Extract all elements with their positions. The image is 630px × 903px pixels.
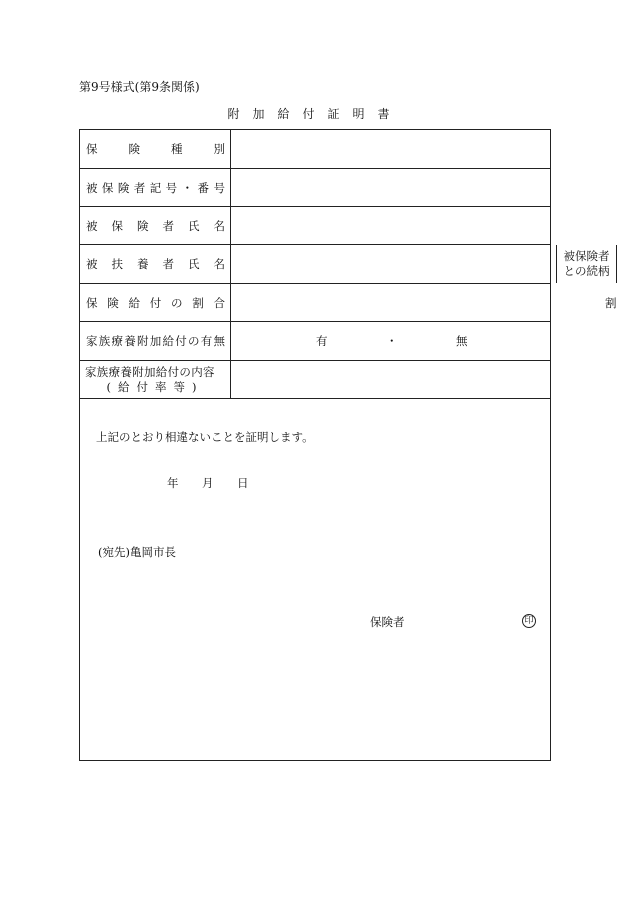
seal-mark: 印 (522, 614, 536, 628)
insured-name-field[interactable] (231, 207, 550, 244)
insured-name-label: 被保険者氏名 (80, 207, 231, 244)
dependent-name-label: 被扶養者氏名 (80, 245, 231, 283)
family-benefit-exists-label: 家族療養附加給付の有無 (80, 322, 231, 360)
ratio-unit: 割 (605, 295, 617, 310)
row-insured-name (80, 207, 550, 245)
yes-option[interactable]: 有 (316, 334, 328, 348)
separator-dot: ・ (386, 334, 398, 348)
benefit-ratio-label: 保険給付の割合 (80, 284, 231, 321)
insurance-type-label: 保険種別 (80, 130, 231, 168)
relationship-field[interactable] (467, 245, 550, 283)
insured-symbol-number-field[interactable] (231, 169, 550, 206)
family-benefit-content-field[interactable] (231, 361, 550, 398)
day-label: 日 (237, 476, 249, 490)
no-option[interactable]: 無 (456, 334, 468, 348)
insured-symbol-number-label: 被保険者記号・番号 (80, 169, 231, 206)
family-benefit-exists-field (231, 322, 550, 360)
month-label: 月 (202, 476, 214, 490)
benefit-ratio-field[interactable] (231, 284, 617, 321)
row-dependent-name (80, 245, 610, 284)
row-insurance-type (80, 130, 550, 169)
certification-statement: 上記のとおり相違ないことを証明します。 (96, 430, 314, 444)
row-benefit-ratio (80, 284, 617, 322)
insurer-label: 保険者 (370, 615, 405, 629)
relationship-label: 被保険者 との続柄 (556, 245, 617, 283)
family-benefit-content-label: 家族療養附加給付の内容 (給付率等) (80, 361, 231, 398)
addressee: (宛先)亀岡市長 (98, 545, 176, 559)
document-title: 附加給付証明書 (227, 107, 403, 121)
row-family-benefit-content (80, 361, 550, 399)
year-label: 年 (167, 476, 179, 490)
dependent-name-area (231, 245, 610, 283)
dependent-name-field[interactable] (231, 245, 405, 283)
row-insured-symbol-number (80, 169, 550, 207)
row-family-benefit-exists (80, 322, 550, 361)
insurance-type-field[interactable] (231, 130, 550, 168)
form-number: 第9号様式(第9条関係) (79, 80, 200, 94)
certificate-form (79, 129, 617, 761)
